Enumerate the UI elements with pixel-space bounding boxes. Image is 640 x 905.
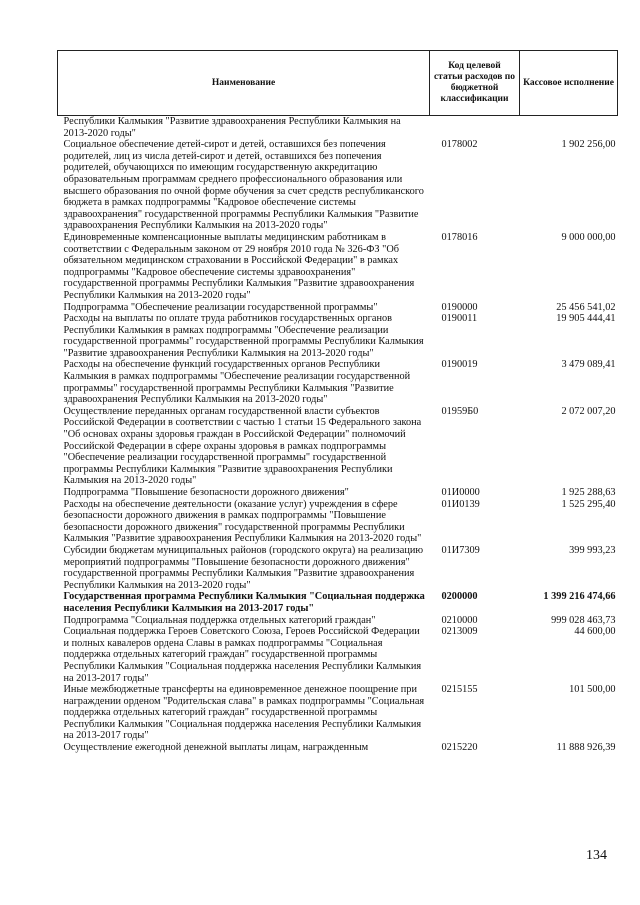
row-code: 01959Б0 <box>441 405 479 417</box>
row-name: Государственная программа Республики Калмыкия "Социальная поддержка населения Республики Калмыкия на 2013-2017 годы" <box>63 591 425 614</box>
row-name: Социальная поддержка Героев Советского Союза, Героев Российской Федерации и полных кавалеров ордена Славы в рамках подпрограммы "Социальная поддержка отдельных категорий граждан" государственной программы Республики Калмыкия "Социальная поддержка населения Республики Калмыкия на 2013-2017 годы" <box>63 626 422 684</box>
row-name: Единовременные компенсационные выплаты медицинским работникам в соответствии с Федеральным законом от 29 ноября 2010 года № 326-ФЗ "Об обязательном медицинском страховании в Российской Федерации" в рамках подпрограммы "Кадровое обеспечение системы здравоохранения" государственной программы Республики Калмыкия "Развитие здравоохранения Республики Калмыкия на 2013-2020 годы" <box>63 231 415 301</box>
row-name: Расходы на выплаты по оплате труда работников государственных органов Республики Калмыкия в рамках подпрограммы "Обеспечение реализации государственной программы" государственной программы Республики Калмыкия "Развитие здравоохранения Республики Калмыкия на 2013-2020 годы" <box>63 313 424 359</box>
table-row <box>58 591 618 614</box>
row-amount: 1 525 295,40 <box>561 498 616 510</box>
row-amount <box>520 116 618 140</box>
table-row <box>58 487 618 499</box>
row-code: 0215155 <box>441 684 478 696</box>
table-row <box>58 359 618 405</box>
budget-table-sheet <box>57 50 617 754</box>
table-row <box>58 626 618 684</box>
row-code: 01И0139 <box>441 498 480 510</box>
row-code: 0178002 <box>441 139 478 151</box>
row-name: Расходы на обеспечение функций государственных органов Республики Калмыкия в рамках подпрограммы "Обеспечение реализации государственной программы" государственной программы Республики Калмыкия "Развитие здравоохранения Республики Калмыкия на 2013-2020 годы" <box>63 359 411 406</box>
row-amount: 44 600,00 <box>574 626 616 638</box>
table-row <box>58 684 618 742</box>
row-code: 0210000 <box>441 614 478 626</box>
table-row <box>58 742 618 754</box>
table-row <box>58 139 618 232</box>
row-name: Иные межбюджетные трансферты на единовременное денежное поощрение при награждении орденом "Родительская слава" в рамках подпрограммы "Социальная поддержка отдельных категорий граждан" государственной программы Республики Калмыкия "Социальная поддержка населения Республики Калмыкия на 2013-2017 годы" <box>63 684 425 742</box>
table-row <box>58 615 618 627</box>
row-amount: 9 000 000,00 <box>561 231 616 243</box>
row-amount: 19 905 444,41 <box>556 313 616 325</box>
row-code: 0178016 <box>441 231 478 243</box>
budget-execution-table <box>57 50 618 754</box>
row-code: 01И7309 <box>441 544 480 556</box>
row-code: 01И0000 <box>441 487 480 498</box>
row-amount: 25 456 541,02 <box>556 301 616 313</box>
row-name: Расходы на обеспечение деятельности (оказание услуг) учреждения в сфере безопасности дорожного движения в рамках подпрограммы "Повышение безопасности дорожного движения" государственной программы Республики Калмыкия "Развитие здравоохранения Республики Калмыкия на 2013-2020 годы" <box>63 498 422 545</box>
row-name: Подпрограмма "Повышение безопасности дорожного движения" <box>63 487 349 498</box>
table-row <box>58 545 618 591</box>
table-header-row <box>58 51 618 116</box>
row-amount: 1 925 288,63 <box>561 487 616 498</box>
row-amount: 11 888 926,39 <box>556 742 616 754</box>
table-row <box>58 313 618 359</box>
row-amount: 1 902 256,00 <box>561 139 616 151</box>
header-code: Код целевой статьи расходов по бюджетной классификации <box>430 51 520 116</box>
row-name: Социальное обеспечение детей-сирот и детей, оставшихся без попечения родителей, лиц из числа детей-сирот и детей, оставшихся без попечения родителей, обучающихся по имеющим государственную аккредитацию образовательным программам среднего профессионального образования или высшего образования по очной форме обучения за счет средств республиканского бюджета в рамках подпрограммы "Кадровое обеспечение системы здравоохранения" государственной программы Республики Калмыкия "Развитие здравоохранения Республики Калмыкия на 2013-2020 годы" <box>63 139 424 232</box>
row-name: Осуществление переданных органам государственной власти субъектов Российской Федерации в соответствии с частью 1 статьи 15 Федерального закона "Об основах охраны здоровья граждан в Российской Федерации" полномочий Российской Федерации в сфере охраны здоровья в рамках подпрограммы "Обеспечение реализации государственной программы" государственной программы Республики Калмыкия "Развитие здравоохранения Республики Калмыкия на 2013-2020 годы" <box>63 405 422 487</box>
row-amount: 1 399 216 474,66 <box>543 591 616 603</box>
row-name: Субсидии бюджетам муниципальных районов (городского округа) на реализацию мероприятий подпрограммы "Повышение безопасности дорожного движения" государственной программы Республики Калмыкия "Развитие здравоохранения Республики Калмыкия на 2013-2020 годы" <box>63 544 424 591</box>
page-number: 134 <box>586 848 607 863</box>
header-amount: Кассовое исполнение <box>520 51 618 116</box>
row-amount: 999 028 463,73 <box>551 614 616 626</box>
row-code: 0190011 <box>441 313 478 325</box>
row-amount: 399 993,23 <box>569 544 616 556</box>
row-code: 0190019 <box>441 359 478 371</box>
row-code: 0215220 <box>441 742 478 754</box>
row-amount: 3 479 089,41 <box>561 359 616 371</box>
table-body <box>58 116 618 754</box>
table-row <box>58 499 618 545</box>
table-row <box>58 232 618 302</box>
header-name: Наименование <box>58 51 430 116</box>
row-name: Подпрограмма "Обеспечение реализации государственной программы" <box>63 301 378 313</box>
row-code: 0213009 <box>441 626 478 638</box>
table-row <box>58 406 618 487</box>
row-name: Осуществление ежегодной денежной выплаты лицам, награжденным <box>63 742 369 754</box>
row-name: Подпрограмма "Социальная поддержка отдельных категорий граждан" <box>63 614 376 626</box>
table-row <box>58 302 618 314</box>
table-row <box>58 116 618 140</box>
row-amount: 2 072 007,20 <box>561 405 616 417</box>
row-code <box>430 116 520 140</box>
row-code: 0200000 <box>441 591 478 603</box>
row-amount: 101 500,00 <box>569 684 616 696</box>
row-name: Республики Калмыкия "Развитие здравоохранения Республики Калмыкия на 2013-2020 годы" <box>63 116 401 139</box>
row-code: 0190000 <box>441 301 478 313</box>
